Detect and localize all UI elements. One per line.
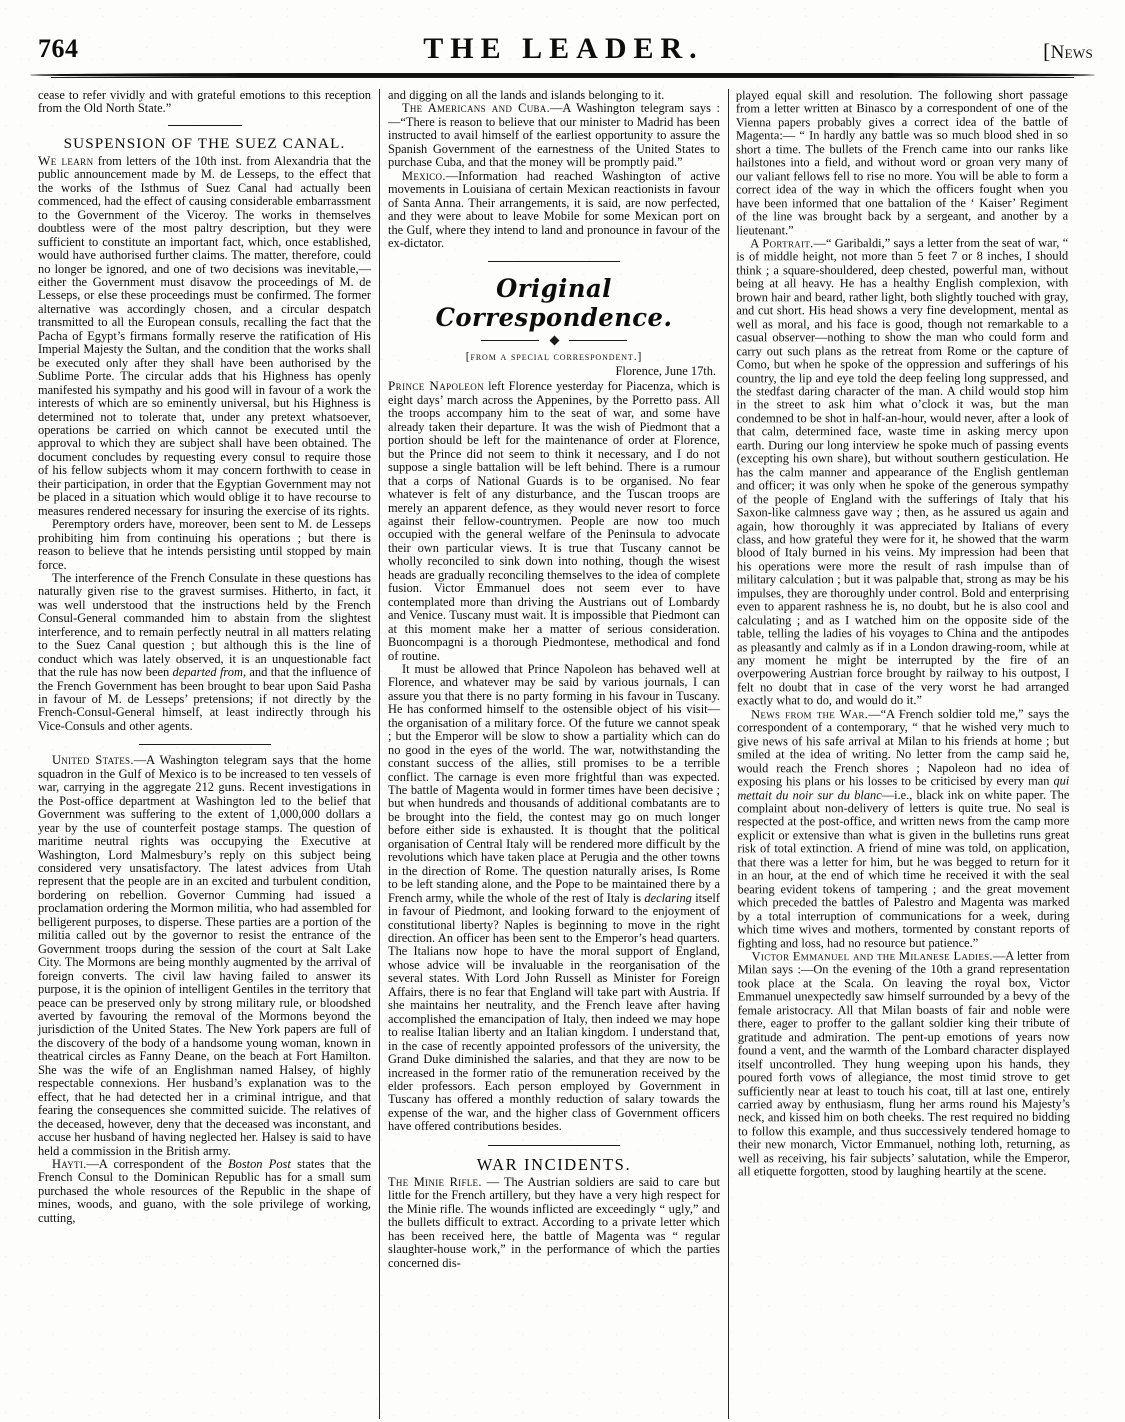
news-from-the-war-text-a: —“A French soldier told me,” says the correspondent of a contemporary, “ that he wished very much to give news of his safe arrival at Milan to his friends at home ; but smiled at the idea of writing. No letter from the camp said he, would reach the French shores ; Napoleon had no idea of exposing his plans or his losses to be criticised by every man <box>737 706 1070 789</box>
mexico-item <box>388 170 720 251</box>
correspondence-paragraph-2 <box>388 663 720 1134</box>
section-flag-bracket: [ <box>1043 39 1051 63</box>
newspaper-title: THE LEADER. <box>423 32 704 65</box>
a-portrait-item <box>736 237 1069 709</box>
suez-paragraph-1-text: from letters of the 10th inst. from Alexandria that the public announcement made by M. de Lesseps, to the effect that the works of the Isthmus of Suez Canal had actually been commenced, had the effect of causing considerable embarrassment to the Government of the Viceroy. The works in themselves doubtless were of the most paltry description, but they were sufficient to constitute an important fact, which, once established, would have authorised further claims. The matter, therefore, could no longer be ignored, and one of two decisions was inevitable,—either the Government must disavow the proceedings of M. de Lesseps, or else these proceedings must be confirmed. The former alternative was accordingly chosen, and a circular despatch transmitted to all the European consuls, recalling the fact that the Pacha of Egypt’s firmans formally reserve the ratification of His Imperial Majesty the Sultan, and the condition that the works shall be executed only after they shall have been authorised by the Sublime Porte. The circular adds that his Highness has openly manifested his sympathy and his good will in favour of a work the interests of which are so eminently universal, but his Highness is determined not to tolerate that, under any pretext whatsoever, operations be carried on which cannot be executed until the approval to which they are subject shall have been obtained. The document concludes by requesting every consul to require those of his fellow subjects whom it may concern forthwith to cease in their participation, in order that the Egyptian Government may not be placed in a situation which would oblige it to have recourse to measures rendered necessary for insuring the exercise of its rights. <box>38 153 371 518</box>
news-from-the-war-italic-phrase: qui mettait du noir sur du blanc <box>737 773 1070 802</box>
correspondence-paragraph-2-text-a: It must be allowed that Prince Napoleon has behaved well at Florence, and whatever may be said by various journals, I can assure you that there is no party forming in his favour in Tuscany. He has conformed himself to the ostensible object of his visit—the organisation of a military force. Of the future we cannot speak ; but the Emperor will be slow to show a partiality which can do no good in the eyes of the world. The war, notwithstanding the constant success of the allies, still promises to be a terrible conflict. The carnage is even more frightful than was expected. The battle of Magenta would in former times have been decisive ; but when hundreds and thousands of additional combatants are to be brought into the field, the contest may go on much longer before either side is exhausted. It is thought that the political organisation of Central Italy will be rendered more difficult by the revolutions which have taken place at Perugia and the other towns in the direction of Rome. The question naturally arises, Is Rome to be left standing alone, and the Pope to be maintained there by a French army, while the whole of the rest of Italy is <box>388 661 720 905</box>
a-portrait-lead-in: A Portrait. <box>750 236 814 251</box>
mexico-lead-in: Mexico. <box>402 168 446 183</box>
section-divider-rule-2 <box>139 744 271 745</box>
suez-paragraph-3-text-b: , and that the influence of the French Government has been brought to bear upon Said Pasha in favour of M. de Lesseps’ pretensions; if not directly by the French-Consul-General himself, at least indirectly through his Vice-Consuls and other agents. <box>38 665 371 733</box>
milanese-ladies-text: —A letter from Milan says :—On the evening of the 10th a grand representation took place at the Scala. On leaving the royal box, Victor Emmanuel unexpectedly saw himself surrounded by a bevy of the female aristocracy. All that Milan boasts of fair and noble were there, eager to proffer to the gallant soldier king their tribute of gratitude and admiration. The pent-up emotions of years now found a vent, and the warmth of the Lombard character displayed itself uncontrolled. They hung weeping upon his hands, they poured forth vows of allegiance, the most timid strove to get sufficiently near at least to touch his coat, till at last one, entirely carried away by enthusiasm, flung her arms round his Majesty’s neck, and kissed him on both cheeks. The rest required no bidding to follow this example, and thus successively tendered homage to their new monarch, Victor Emmanuel, nothing loth, returning, as well as receiving, his fair subjects’ salutation, while the Emperor, all etiquette forgotten, stood by laughing heartily at the scene. <box>737 948 1071 1179</box>
diamond-icon <box>549 336 559 346</box>
three-column-body <box>30 89 1097 1419</box>
milanese-ladies-lead-in: Victor Emmanuel and the Milanese Ladies. <box>751 948 993 964</box>
diamond-ornament-rule <box>481 336 627 346</box>
column-3 <box>728 89 1077 1419</box>
ornament-line-right <box>569 340 627 341</box>
prince-napoleon-lead-in: Prince Napoleon <box>388 378 484 394</box>
news-from-the-war-lead-in: News from the War. <box>751 706 869 722</box>
section-divider-rule-4 <box>488 1145 620 1146</box>
americans-and-cuba-lead-in: The Americans and Cuba. <box>402 101 551 116</box>
heading-original-correspondence: Original Correspondence. <box>435 274 673 333</box>
americans-and-cuba-text: —A Washington telegram says :—“There is reason to believe that our minister to Madrid has been instructed to avail himself of the earliest opportunity to assure the Spanish Government of the earnestness of the United States to purchase Cuba, and that the money will be promptly paid.” <box>388 101 720 170</box>
suez-paragraph-2: Peremptory orders have, moreover, been sent to M. de Lesseps prohibiting him from continuing his operations ; but there is reason to believe that he intends persisting until stopped by main force. <box>38 517 371 572</box>
minie-rifle-lead-in: The Minie Rifle. <box>388 1174 482 1189</box>
mexico-text: —Information had reached Washington of active movements in Louisiana of certain Mexican reactionists in favour of Santa Anna. Their arrangements, it is said, are now perfected, and they were about to leave Mobile for some Mexican port on the Gulf, where they intend to land and pronounce in favour of the ex-dictator. <box>388 168 720 250</box>
section-flag <box>1043 39 1093 64</box>
suez-paragraph-3-text-a: The interference of the French Consulate in these questions has naturally given rise to the gravest surmises. Hitherto, in fact, it was well understood that the instructions held by the French Consul-General commanded him to abstain from the slightest interference, and to remain perfectly neutral in all matters relating to the Suez Canal question ; but although this is the line of conduct which was lately observed, it is an unquestionable fact that the rule has now been <box>38 570 371 680</box>
news-from-the-war-item <box>737 707 1070 950</box>
heading-war-incidents: WAR INCIDENTS. <box>476 1154 632 1174</box>
united-states-text: —A Washington telegram says that the home squadron in the Gulf of Mexico is to be increased to ten vessels of war, carrying in the aggregate 212 guns. Recent investigations in the Post-office department at Washington led to the belief that Government was suffering to the extent of 1,000,000 dollars a year by the use of counterfeit postage stamps. The question of maritime neutral rights was occupying the Executive at Washington, Lord Malmesbury’s reply on this subject being considered very unsatisfactory. The latest advices from Utah represent that the people are in an excited and turbulent condition, bordering on rebellion. Governor Cumming had issued a proclamation ordering the Mormon militia, who had assembled for belligerent purposes, to disperse. These parties are a portion of the militia called out by the governor to resist the entrance of the Government troops during the session of the court at Salt Lake City. The Mormons are being monthly augmented by the arrival of foreign converts. The civil law having failed to answer its purpose, it is the opinion of intelligent Gentiles in the territory that peace can be preserved only by strong military rule, or bloodshed averted by favouring the removal of the Mormons beyond the jurisdiction of the United States. The New York papers are full of the discovery of the body of a handsome young woman, known in theatrical circles as Fanny Deane, on the beach at Fort Hamilton. She was the wife of an Englishman named Halsey, of highly respectable connexions. Her husband’s explanation was to the effect, that he had detected her in a criminal intrigue, and that fearing the consequences she committed suicide. The relatives of the deceased, however, deny that the deceased was inconstant, and accuse her husband of having neglected her. Halsey is said to have held a commission in the British army. <box>38 753 371 1158</box>
suez-paragraph-3-italic: departed from <box>172 665 243 680</box>
section-divider-rule <box>168 125 242 126</box>
column-2 <box>379 89 728 1419</box>
masthead <box>30 26 1097 72</box>
correspondence-paragraph-2-text-b: itself in favour of Piedmont, and looking forward to the enjoyment of constitutional liberty? Naples is beginning to move in the right direction. An officer has been sent to the Emperor’s head quarters. The Italians now hope to have the moral support of England, whose advice will be invaluable in the reorganisation of the several states. With Lord John Russell as Minister for Foreign Affairs, there is no fear that England will take part with Austria. If she maintains her neutrality, and the French leave after having accomplished the emancipation of Italy, then indeed we may hope to realise Italian liberty and an Italian kingdom. I understand that, in the case of recently appointed professors of the university, the Grand Duke diminished the salaries, and that they are now to be increased in the former ratio of the remuneration received by the elder professors. Each person employed by Government in Tuscany has offered a monthly reduction of salary towards the expense of the war, and the higher class of Government officers have offered contributions besides. <box>388 890 720 1134</box>
news-from-the-war-text-b: —i.e., black ink on white paper. The complaint about non-delivery of letters is quite true. No seal is respected at the post-office, and written news from the camp more explicit or extensive than what is given in the bulletins runs great risk of total extinction. A friend of mine was told, on application, that there was a letter for him, but he was begged to return for it in an hour, at the end of which time he received it with the seal bearing evident tokens of tampering ; and the great movement which preceded the battles of Palestro and Magenta was marked by a total interruption of communications for a week, during which time wives and mothers, tormented by constant reports of fighting and loss, had no resource but patience.” <box>737 787 1070 950</box>
united-states-item <box>38 754 371 1158</box>
correspondence-paragraph-1-text: left Florence yesterday for Piacenza, which is eight days’ march across the Appenines, by the Porretto pass. All the troops accompany him to the seat of war, and some have already taken their departure. It was the wish of Piedmont that a portion should be left for the maintenance of order at Florence, but the Prince did not seem to think it necessary, and I do not suppose a single battalion will be left behind. There is a rumour that a corps of National Guards is to be organised. No fear whatever is felt of any disturbance, and the Tuscan troops are merely an apparent defence, as they would never resort to force against their fellow-countrymen. People are now too much occupied with the general welfare of the Peninsula to advocate their own particular views. It is true that Tuscany cannot be wholly reconciled to sink down into nothing, though the wisest heads are gradually reconciling themselves to the idea of complete fusion. Victor Emmanuel does not seem ever to have contemplated more than driving the Austrians out of Lombardy and Venice. Tuscany must wait. It is impossible that Piedmont can at this moment make her a matter of serious consideration. Buoncompagni is a thorough Piedmontese, methodical and fond of routine. <box>388 379 720 663</box>
hayti-text-b: states that the French Consul to the Dominican Republic has for a small sum purchased the whole resources of the Republic in the shape of mines, woods, and guano, with the sole privilege of working, cutting, <box>38 1156 372 1225</box>
masthead-divider-rule <box>30 73 1095 79</box>
correspondent-credit: [from a special correspondent.] <box>465 350 643 364</box>
hayti-text-a: —A correspondent of the <box>86 1156 229 1171</box>
section-divider-rule-3 <box>488 261 620 262</box>
heading-suspension-of-the-suez-canal: SUSPENSION OF THE SUEZ CANAL. <box>63 134 346 152</box>
page-folio-number: 764 <box>38 34 79 63</box>
column-1 <box>30 89 379 1419</box>
correspondence-paragraph-1 <box>388 379 720 663</box>
minie-rifle-text: — The Austrian soldiers are said to care but little for the French artillery, but they have a very high respect for the Minie rifle. The wounds inflicted are exceedingly “ ugly,” and the bullets difficult to extract. According to a private letter which has been received here, the battle of Magenta was “ regular slaughter-house work,” in the performance of which the parties concerned dis- <box>388 1174 720 1270</box>
ornament-line-left <box>481 340 539 341</box>
carryover-paragraph-col3: played equal skill and resolution. The following short passage from a letter written at Binasco by a correspondent of one of the Vienna papers probably gives a correct idea of the battle of Magenta:— “ In hardly any battle was so much blood shed in so short a time. The bullets of the French came into our ranks like hailstones into a field, and without word or groan very many of our valiant fellows fell to rise no more. You will be able to form a correct idea of the way in which the officers fought when you have been informed that one battalion of the ‘ Kaiser’ Regiment of the line was brought back by a sergeant, and another by a lieutenant.” <box>735 87 1069 237</box>
hayti-lead-in: Hayti. <box>52 1156 87 1171</box>
united-states-lead-in: United States. <box>52 753 134 768</box>
section-flag-label: News <box>1050 42 1093 63</box>
suez-paragraph-1 <box>38 154 371 518</box>
americans-and-cuba-item <box>388 102 720 169</box>
suez-paragraph-3 <box>38 572 371 733</box>
suez-lead-in: We learn <box>38 152 94 168</box>
dateline: Florence, June 17th. <box>615 364 716 379</box>
minie-rifle-item <box>388 1176 720 1270</box>
milanese-ladies-item <box>738 950 1070 1179</box>
a-portrait-text: —“ Garibaldi,” says a letter from the seat of war, “ is of middle height, not more than 5 feet 7 or 8 inches, I should think ; a square-shouldered, deep chested, powerful man, without being at all heavy. He has a healthy English complexion, with brown hair and beard, rather light, both slightly touched with gray, and cut short. His head shows a very fine development, mental as well as moral, and his face is good, though not remarkable to a casual observer—nothing to show the man who could form and carry out such plans as the retreat from Rome or the capture of Como, but when he spoke of the oppression and sufferings of his country, the lip and eye told the deep feeling long suppressed, and the stedfast daring character of the man. A child would stop him in the street to ask him what o’clock it was, but the man condemned to be shot in half-an-hour, would never, after a look of that calm, determined face, waste time in asking mercy upon earth. During our long interview he spoke much of passing events (excepting his own share), but without southern gesticulation. He has the calm manner and appearance of the English gentleman and officer; it was only when he spoke of the generous sympathy of the people of England with the sufferings of Italy that his Saxon-like calmness gave way ; then, as he assured us again and again, how thoroughly it was appreciated by Italians of every class, and how grateful they were for it, he showed that the warm blood of Italy burned in his veins. My impression had been that his operations were more the result of rash impulse than of military calculation ; but it was palpable that, strong as may be his impulses, they are thoroughly under control. Bold and enterprising even to apparent rashness he is, no doubt, but he is also cool and calculating ; and as I watched him on the opposite side of the table, telling the ladies of his voyages to China and the antipodes as pleasantly and calmly as if in a London drawing-room, while at any moment he might be interrupted by the fire of an overpowering Austrian force brought by railway to his outpost, I felt no doubt that in case of the very worst he had arranged exactly what to do, and would do it.” <box>736 235 1070 708</box>
carryover-paragraph-col2: and digging on all the lands and islands belonging to it. <box>388 88 665 102</box>
carryover-paragraph-col1: cease to refer vividly and with grateful emotions to this reception from the Old North State.” <box>38 88 371 116</box>
hayti-source-italic: Boston Post <box>228 1156 291 1171</box>
hayti-item <box>38 1158 371 1225</box>
correspondence-paragraph-2-italic: declaring <box>644 890 692 905</box>
